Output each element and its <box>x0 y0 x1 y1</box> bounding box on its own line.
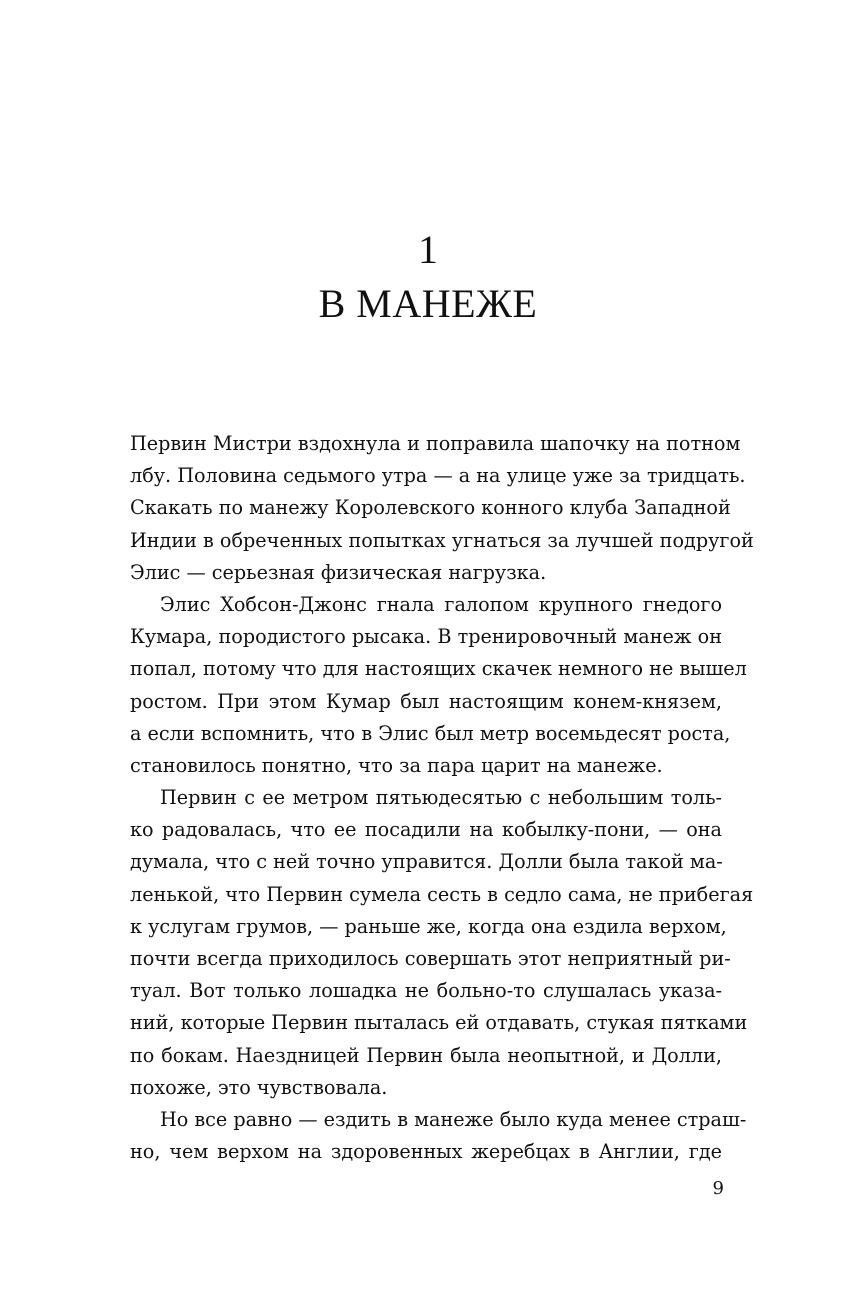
page-number: 9 <box>712 1178 724 1199</box>
chapter-title: В МАНЕЖЕ <box>318 281 538 326</box>
text-line: становилось понятно, что за пара царит на манеже. <box>130 753 663 777</box>
paragraph <box>130 782 754 1104</box>
text-line: Индии в обреченных попытках угнаться за лучшей подругой <box>130 528 754 552</box>
text-line: Первин Мистри вздохнула и поправила шапочку на потном <box>130 432 741 455</box>
text-line: а если вспомнить, что в Элис был метр восемьдесят роста, <box>130 721 731 745</box>
text-line: ко радовалась, что ее посадили на кобылку-пони, — она <box>130 818 722 842</box>
text-line: Кумара, породистого рысака. В тренировочный манеж он <box>130 625 722 649</box>
text-line: ростом. При этом Кумар был настоящим конем-князем, <box>130 689 722 713</box>
text-line: ленькой, что Первин сумела сесть в седло сама, не прибегая <box>130 882 754 906</box>
text-line: почти всегда приходилось совершать этот неприятный ри- <box>130 947 731 970</box>
text-line: Элис — серьезная физическая нагрузка. <box>130 560 547 584</box>
paragraph <box>130 1104 747 1168</box>
text-line: по бокам. Наездницей Первин была неопытной, и Долли, <box>130 1043 722 1067</box>
text-line: Скакать по манежу Королевского конного клуба Западной <box>130 496 731 520</box>
text-line: но, чем верхом на здоровенных жеребцах в Англии, где <box>130 1140 722 1164</box>
text-line: лбу. Половина седьмого утра — а на улице уже за тридцать. <box>130 464 746 488</box>
paragraph <box>130 428 754 589</box>
text-line: попал, потому что для настоящих скачек немного не вышел <box>130 657 747 681</box>
chapter-number: 1 <box>418 227 438 272</box>
body-text <box>130 428 754 1168</box>
text-line: Элис Хобсон-Джонс гнала галопом крупного гнедого <box>160 592 722 616</box>
text-line: туал. Вот только лошадка не больно-то слушалась указа- <box>130 979 722 1003</box>
text-line: Первин с ее метром пятьюдесятью с небольшим толь- <box>160 786 722 810</box>
text-line: думала, что с ней точно управится. Долли была такой ма- <box>130 850 723 874</box>
text-line: Но все равно — ездить в манеже было куда менее страш- <box>160 1107 747 1131</box>
text-line: к услугам грумов, — раньше же, когда она ездила верхом, <box>130 914 727 938</box>
text-line: ний, которые Первин пыталась ей отдавать, стукая пятками <box>130 1011 748 1035</box>
paragraph <box>130 589 747 782</box>
text-line: похоже, это чувствовала. <box>130 1075 388 1099</box>
